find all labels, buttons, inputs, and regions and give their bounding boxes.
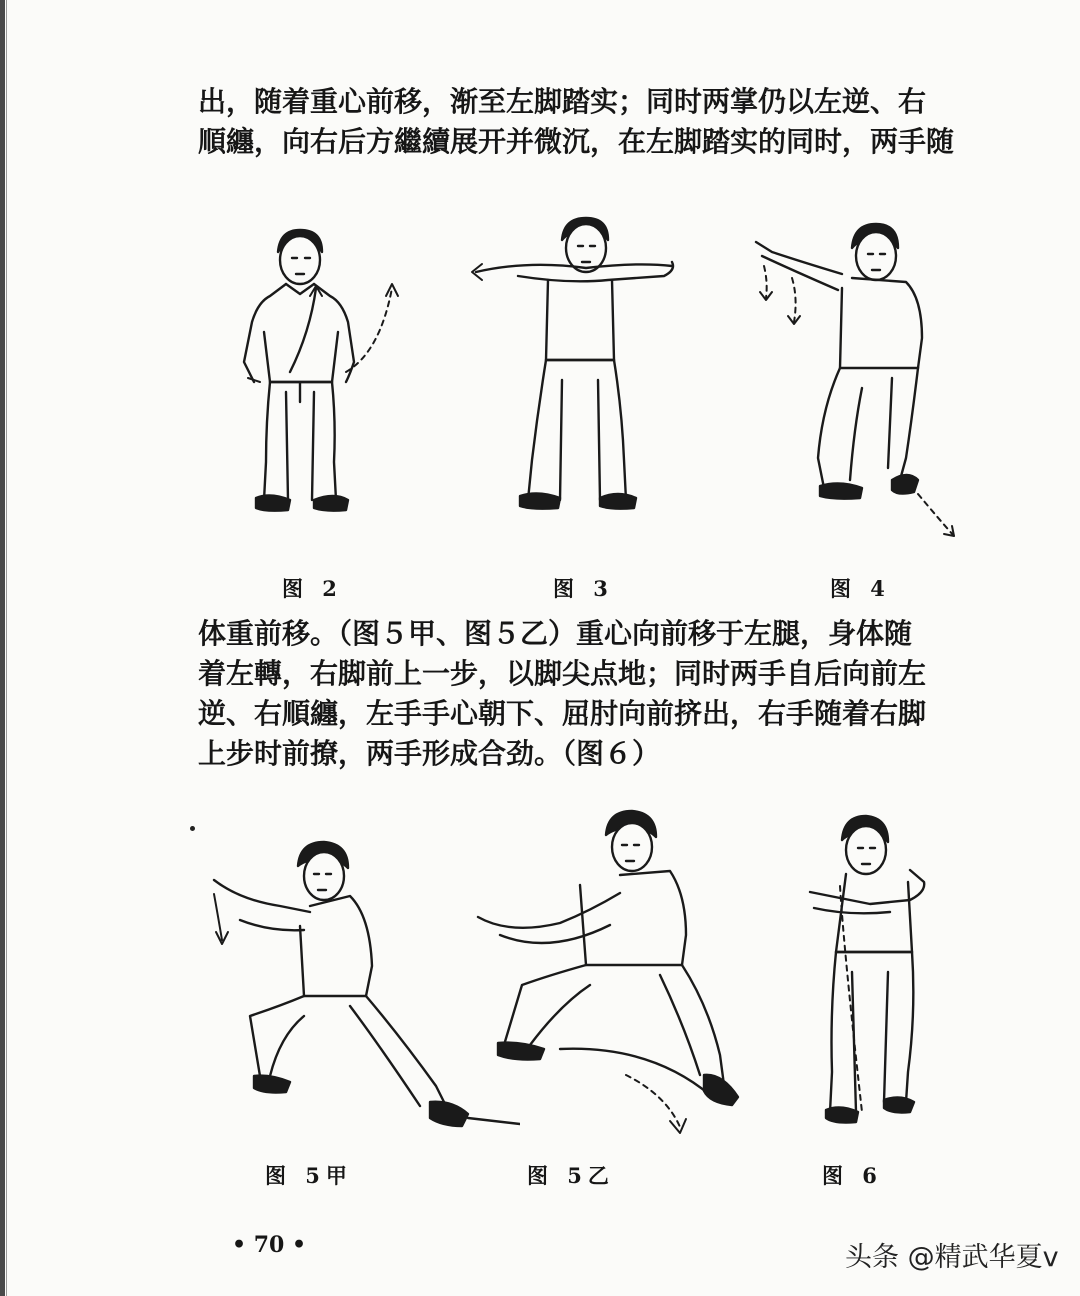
paragraph-top	[198, 82, 998, 162]
text-line: 順纏，向右后方繼續展开并微沉，在左脚踏实的同时，两手随	[198, 125, 955, 158]
text-line: 出，随着重心前移，渐至左脚踏实；同时两掌仍以左逆、右	[198, 85, 927, 118]
figure-6-illustration	[800, 812, 940, 1132]
caption-figure-5b: 图 5乙	[527, 1163, 615, 1188]
page-number: • 70 •	[232, 1232, 307, 1258]
text-line: 体重前移。（图５甲、图５乙）重心向前移于左腿，身体随	[198, 617, 913, 650]
paragraph-bottom	[198, 614, 998, 774]
caption-figure-5a: 图 5甲	[265, 1163, 353, 1188]
page-left-edge	[0, 0, 5, 1296]
caption-figure-4: 图 4	[830, 576, 891, 601]
text-line: 上步时前撩，两手形成合劲。（图６）	[198, 737, 661, 770]
caption-figure-3: 图 3	[553, 576, 614, 601]
figure-3-illustration	[468, 210, 708, 522]
watermark-text: 头条 @精武华夏v	[845, 1242, 1059, 1273]
text-line: 逆、右順纏，左手手心朝下、屈肘向前挤出，右手随着右脚	[198, 697, 927, 730]
figure-2-illustration	[230, 222, 420, 522]
caption-figure-6: 图 6	[822, 1163, 883, 1188]
caption-figure-2: 图 2	[282, 576, 343, 601]
figure-5b-illustration	[470, 805, 770, 1139]
page-left-edge-line	[6, 0, 7, 1296]
print-speck	[190, 826, 195, 831]
figure-4-illustration	[742, 218, 964, 542]
text-line: 着左轉，右脚前上一步，以脚尖点地；同时两手自后向前左	[198, 657, 927, 690]
